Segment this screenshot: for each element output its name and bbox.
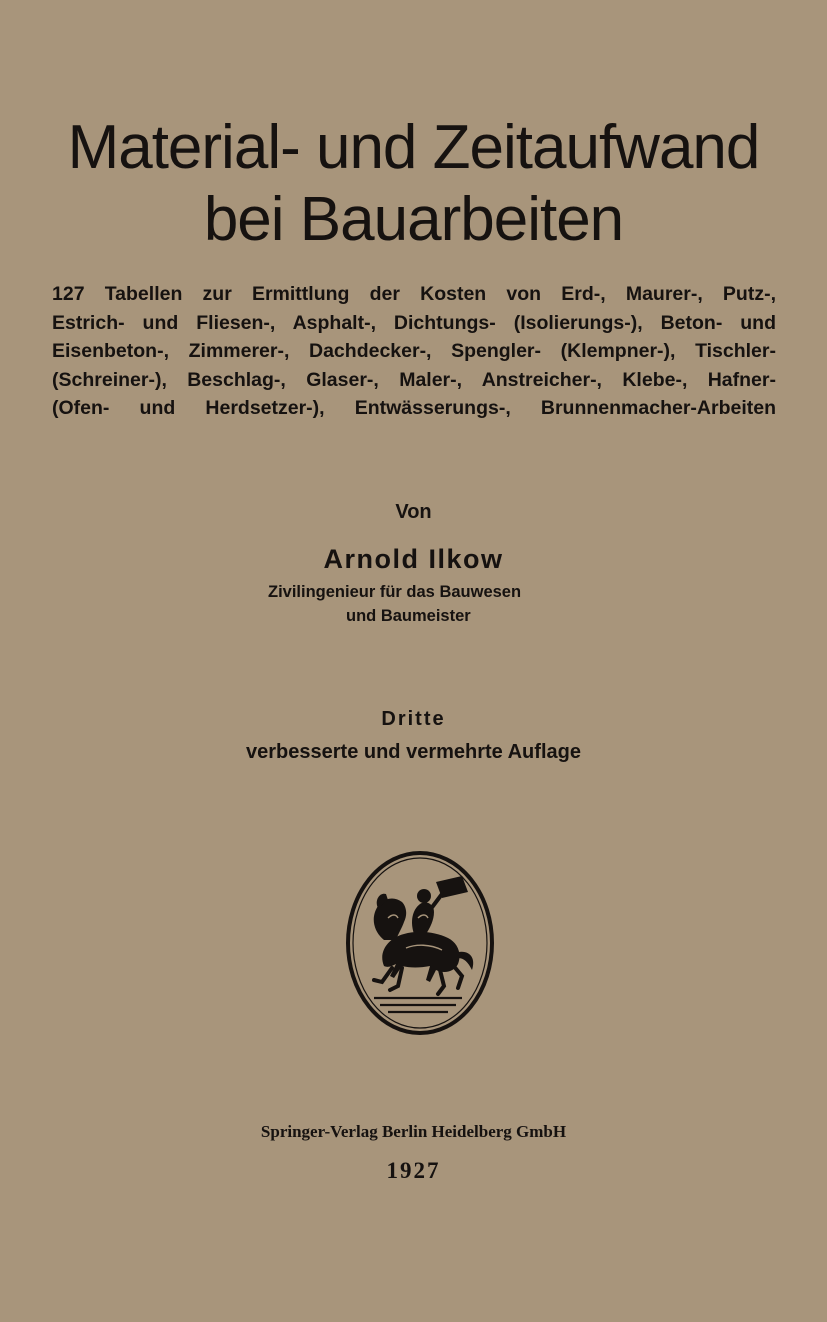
subtitle: [52, 280, 776, 423]
subtitle-line: (Schreiner-), Beschlag-, Glaser-, Maler-, Anstreicher-, Klebe-, Hafner-: [52, 368, 776, 391]
subtitle-line: Eisenbeton-, Zimmerer-, Dachdecker-, Spengler- (Klempner-), Tischler-: [52, 340, 776, 363]
subtitle-line: Estrich- und Fliesen-, Asphalt-, Dichtungs- (Isolierungs-), Beton- und: [52, 311, 776, 334]
subtitle-line: (Ofen- und Herdsetzer-), Entwässerungs-, Brunnenmacher-Arbeiten: [52, 397, 776, 420]
by-label: Von: [395, 501, 432, 523]
title-line-1: Material- und Zeitaufwand: [67, 113, 760, 182]
subtitle-line: 127 Tabellen zur Ermittlung der Kosten von Erd-, Maurer-, Putz-,: [52, 283, 776, 305]
publication-year: 1927: [386, 1158, 441, 1183]
title-line-2: bei Bauarbeiten: [203, 185, 624, 254]
author-name: Arnold Ilkow: [323, 544, 504, 574]
credential-line-2: und Baumeister: [346, 607, 471, 625]
publisher-name: Springer-Verlag Berlin Heidelberg GmbH: [260, 1122, 567, 1141]
credential-line-1: Zivilingenieur für das Bauwesen: [268, 583, 522, 601]
author-credentials: [268, 580, 588, 628]
edition-description: verbesserte und vermehrte Auflage: [246, 741, 581, 763]
edition-ordinal: Dritte: [381, 708, 446, 730]
springer-knight-logo-icon: [344, 848, 496, 1038]
